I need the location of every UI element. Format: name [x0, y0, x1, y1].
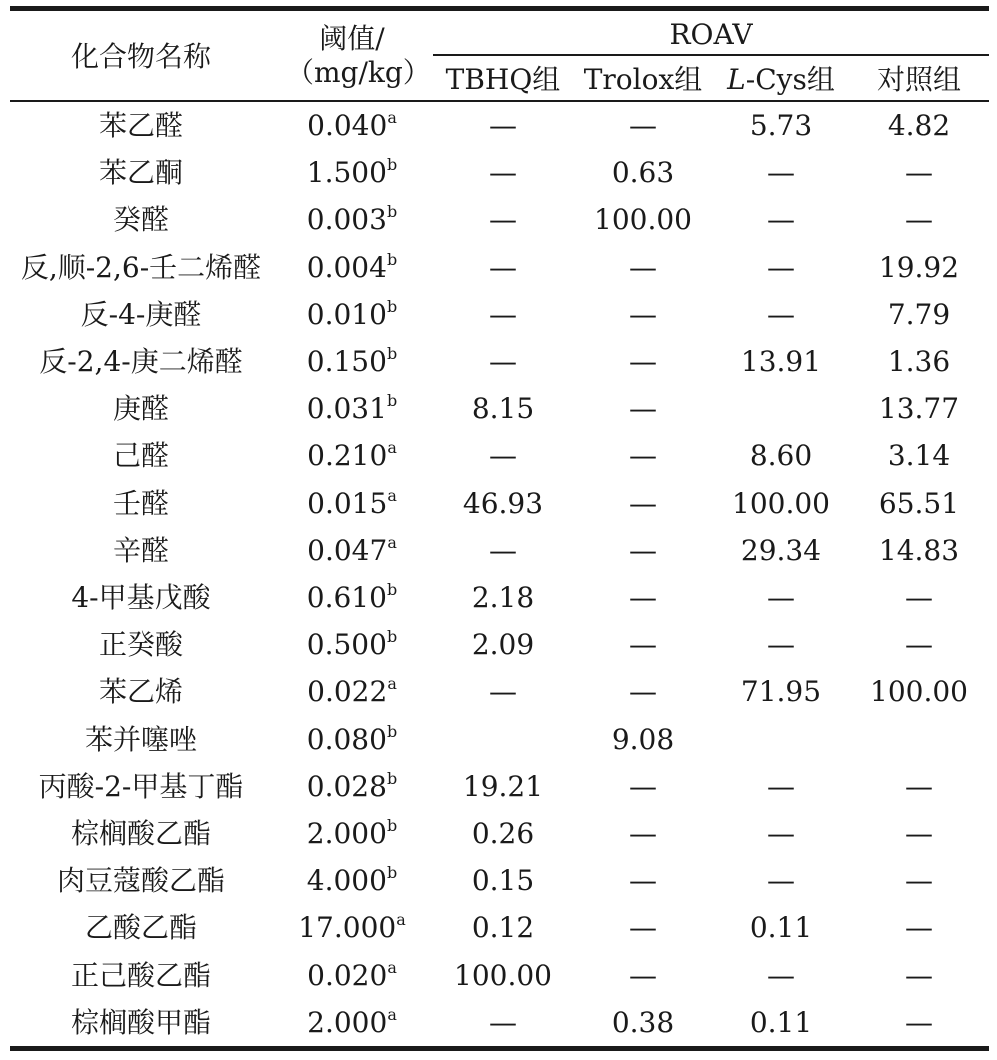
table-row: [0, 810, 997, 857]
threshold-cell: [286, 527, 418, 574]
threshold-value: 2.000: [306, 817, 387, 850]
roav-control-cell: 19.92: [878, 250, 960, 284]
roav-trolox-cell: —: [629, 439, 657, 473]
roav-control-cell: —: [905, 156, 933, 190]
header-group-trolox: Trolox组: [583, 63, 703, 96]
threshold-cell: [286, 291, 418, 338]
threshold-cell: [286, 102, 418, 149]
threshold-cell: [286, 952, 418, 999]
table-bottom-rule: [10, 1046, 989, 1051]
roav-control-cell: 1.36: [887, 345, 951, 378]
table-row: [0, 952, 997, 999]
threshold-value: 17.000: [298, 911, 397, 945]
header-group-tbhq: TBHQ组: [445, 63, 561, 96]
threshold-note: b: [386, 296, 398, 316]
roav-trolox-cell: —: [629, 345, 657, 378]
header-threshold-unit: （mg/kg）: [286, 56, 431, 89]
compound-name: 苯乙烯: [98, 675, 183, 709]
table-row: [0, 338, 997, 385]
threshold-value: 0.028: [306, 769, 387, 803]
table-row: [0, 291, 997, 338]
threshold-cell: [286, 857, 418, 904]
roav-lcys-cell: 8.60: [749, 439, 813, 473]
roav-tbhq-cell: —: [489, 203, 517, 237]
roav-control-cell: —: [905, 628, 933, 662]
threshold-value: 0.047: [307, 533, 388, 567]
table-row: [0, 102, 997, 149]
threshold-value: 4.000: [306, 864, 387, 898]
threshold-value: 0.610: [306, 581, 387, 614]
compound-name: 庚醛: [112, 392, 169, 426]
roav-trolox-cell: —: [629, 958, 657, 992]
threshold-note: a: [387, 438, 397, 458]
roav-tbhq-cell: —: [489, 439, 517, 473]
threshold-cell: [286, 338, 418, 385]
threshold-value: 0.080: [306, 722, 387, 756]
roav-lcys-cell: —: [767, 203, 795, 237]
compound-name: 己醛: [112, 439, 169, 473]
roav-control-cell: 100.00: [870, 675, 968, 709]
roav-lcys-cell: —: [767, 156, 795, 190]
roav-lcys-cell: 0.11: [749, 1005, 813, 1039]
roav-trolox-cell: —: [629, 486, 657, 520]
compound-name: 正癸酸: [98, 628, 183, 662]
threshold-note: b: [386, 863, 398, 883]
header-group-lcys: L-Cys组: [727, 63, 835, 96]
threshold-cell: [286, 432, 418, 479]
roav-tbhq-cell: [433, 716, 573, 763]
roav-lcys-cell: —: [767, 958, 795, 992]
roav-control-cell: 4.82: [887, 109, 951, 142]
threshold-value: 0.040: [307, 109, 388, 142]
roav-subheader-rule: [433, 54, 989, 56]
roav-tbhq-cell: 0.15: [471, 864, 535, 898]
compound-name: 苯乙醛: [98, 109, 183, 142]
header-compound: 化合物名称: [70, 40, 211, 73]
roav-lcys-cell: 5.73: [749, 109, 813, 142]
compound-name: 乙酸乙酯: [84, 911, 197, 945]
roav-trolox-cell: —: [629, 675, 657, 709]
threshold-note: b: [386, 391, 398, 411]
table-row: [0, 432, 997, 479]
roav-trolox-cell: 9.08: [611, 722, 675, 756]
roav-lcys-cell: —: [767, 864, 795, 898]
table-row: [0, 149, 997, 196]
table-row: [0, 527, 997, 574]
threshold-value: 0.004: [306, 250, 387, 284]
threshold-value: 0.150: [306, 345, 387, 378]
threshold-value: 1.500: [306, 156, 387, 190]
roav-lcys-cell: 13.91: [740, 345, 822, 378]
compound-name: 反-2,4-庚二烯醛: [39, 345, 243, 378]
threshold-note: a: [396, 910, 406, 930]
threshold-note: a: [387, 532, 397, 552]
threshold-note: b: [386, 580, 398, 599]
table-row: [0, 621, 997, 668]
threshold-cell: [286, 149, 418, 196]
threshold-cell: [286, 668, 418, 715]
roav-tbhq-cell: 2.18: [471, 581, 535, 614]
threshold-note: a: [387, 485, 397, 505]
roav-lcys-cell: —: [767, 297, 795, 331]
table-row: [0, 385, 997, 432]
roav-trolox-cell: —: [629, 864, 657, 898]
roav-tbhq-cell: 0.12: [471, 911, 535, 945]
threshold-cell: [286, 385, 418, 432]
threshold-cell: [286, 480, 418, 527]
table-row: [0, 244, 997, 291]
compound-name: 苯并噻唑: [84, 722, 197, 756]
threshold-note: b: [386, 721, 398, 741]
threshold-cell: [286, 904, 418, 951]
threshold-note: a: [387, 957, 397, 977]
roav-lcys-cell: —: [767, 628, 795, 662]
threshold-note: b: [386, 816, 398, 835]
header-threshold: [286, 22, 431, 90]
roav-control-cell: —: [905, 769, 933, 803]
header-roav: ROAV: [669, 18, 753, 51]
roav-control-cell: 65.51: [878, 486, 960, 520]
roav-lcys-cell: 0.11: [749, 911, 813, 945]
compound-name: 4-甲基戊酸: [71, 581, 211, 614]
roav-tbhq-cell: 2.09: [471, 628, 535, 662]
threshold-note: b: [386, 627, 398, 647]
roav-trolox-cell: —: [629, 109, 657, 142]
compound-name: 棕榈酸甲酯: [70, 1005, 211, 1039]
roav-trolox-cell: —: [629, 297, 657, 331]
table-top-rule: [10, 6, 989, 11]
roav-lcys-cell: 100.00: [732, 486, 830, 520]
compound-name: 棕榈酸乙酯: [70, 817, 211, 850]
roav-lcys-cell: [713, 385, 849, 432]
compound-name: 辛醛: [112, 533, 169, 567]
roav-trolox-cell: —: [629, 581, 657, 614]
compound-name: 肉豆蔻酸乙酯: [56, 864, 225, 898]
threshold-cell: [286, 810, 418, 857]
roav-control-cell: 13.77: [878, 392, 960, 426]
threshold-note: b: [386, 344, 398, 363]
compound-name: 反,顺-2,6-壬二烯醛: [20, 250, 262, 284]
threshold-note: b: [386, 249, 398, 269]
threshold-cell: [286, 999, 418, 1046]
header-group-control: 对照组: [876, 63, 961, 96]
roav-control-cell: —: [905, 1005, 933, 1039]
roav-tbhq-cell: 0.26: [471, 817, 535, 850]
roav-control-cell: 3.14: [887, 439, 951, 473]
roav-tbhq-cell: —: [489, 675, 517, 709]
threshold-note: b: [386, 155, 398, 175]
roav-tbhq-cell: —: [489, 250, 517, 284]
roav-tbhq-cell: —: [489, 297, 517, 331]
threshold-value: 0.500: [306, 628, 387, 662]
table-row: [0, 716, 997, 763]
roav-tbhq-cell: 46.93: [462, 486, 544, 520]
threshold-note: b: [386, 202, 398, 222]
roav-control-cell: —: [905, 958, 933, 992]
threshold-note: a: [387, 108, 397, 127]
threshold-cell: [286, 574, 418, 621]
roav-trolox-cell: —: [629, 533, 657, 567]
roav-lcys-cell: —: [767, 250, 795, 284]
table-row: [0, 999, 997, 1046]
threshold-value: 0.015: [307, 486, 388, 520]
compound-name: 反-4-庚醛: [80, 297, 202, 331]
threshold-note: b: [386, 768, 398, 788]
threshold-value: 0.010: [306, 297, 387, 331]
compound-name: 丙酸-2-甲基丁酯: [38, 769, 244, 803]
threshold-cell: [286, 716, 418, 763]
roav-control-cell: [849, 716, 989, 763]
roav-lcys-cell: 29.34: [740, 533, 822, 567]
roav-trolox-cell: 0.38: [611, 1005, 675, 1039]
roav-control-cell: —: [905, 864, 933, 898]
compound-name: 苯乙酮: [98, 156, 183, 190]
compound-name: 正己酸乙酯: [70, 958, 211, 992]
threshold-cell: [286, 244, 418, 291]
table-row: [0, 574, 997, 621]
roav-control-cell: 14.83: [878, 533, 960, 567]
roav-lcys-cell: —: [767, 581, 795, 614]
roav-trolox-cell: 0.63: [611, 156, 675, 190]
roav-lcys-cell: [713, 716, 849, 763]
threshold-value: 0.210: [307, 439, 388, 473]
threshold-value: 0.003: [306, 203, 387, 237]
roav-control-cell: —: [905, 911, 933, 945]
roav-trolox-cell: —: [629, 769, 657, 803]
roav-tbhq-cell: 19.21: [462, 769, 544, 803]
roav-trolox-cell: —: [629, 911, 657, 945]
table-row: [0, 668, 997, 715]
threshold-value: 2.000: [307, 1005, 388, 1039]
threshold-cell: [286, 196, 418, 243]
roav-trolox-cell: —: [629, 817, 657, 850]
roav-control-cell: 7.79: [887, 297, 951, 331]
roav-tbhq-cell: —: [489, 1005, 517, 1039]
threshold-note: a: [387, 674, 397, 694]
roav-tbhq-cell: 8.15: [471, 392, 535, 426]
roav-control-cell: —: [905, 817, 933, 850]
threshold-cell: [286, 621, 418, 668]
threshold-value: 0.022: [307, 675, 388, 709]
threshold-value: 0.031: [306, 392, 387, 426]
roav-tbhq-cell: —: [489, 533, 517, 567]
table-row: [0, 763, 997, 810]
compound-name: 壬醛: [112, 486, 169, 520]
threshold-note: a: [387, 1004, 397, 1024]
roav-lcys-cell: —: [767, 769, 795, 803]
roav-tbhq-cell: —: [489, 345, 517, 378]
roav-trolox-cell: 100.00: [594, 203, 692, 237]
table-row: [0, 857, 997, 904]
table-row: [0, 904, 997, 951]
roav-trolox-cell: —: [629, 392, 657, 426]
table-row: [0, 480, 997, 527]
roav-tbhq-cell: —: [489, 109, 517, 142]
threshold-cell: [286, 763, 418, 810]
roav-trolox-cell: —: [629, 628, 657, 662]
roav-tbhq-cell: —: [489, 156, 517, 190]
compound-name: 癸醛: [112, 203, 169, 237]
table-row: [0, 196, 997, 243]
roav-control-cell: —: [905, 203, 933, 237]
roav-control-cell: —: [905, 581, 933, 614]
threshold-value: 0.020: [307, 958, 388, 992]
roav-tbhq-cell: 100.00: [454, 958, 552, 992]
roav-lcys-cell: 71.95: [740, 675, 822, 709]
roav-lcys-cell: —: [767, 817, 795, 850]
roav-trolox-cell: —: [629, 250, 657, 284]
header-threshold-label: 阈值/: [319, 22, 385, 55]
